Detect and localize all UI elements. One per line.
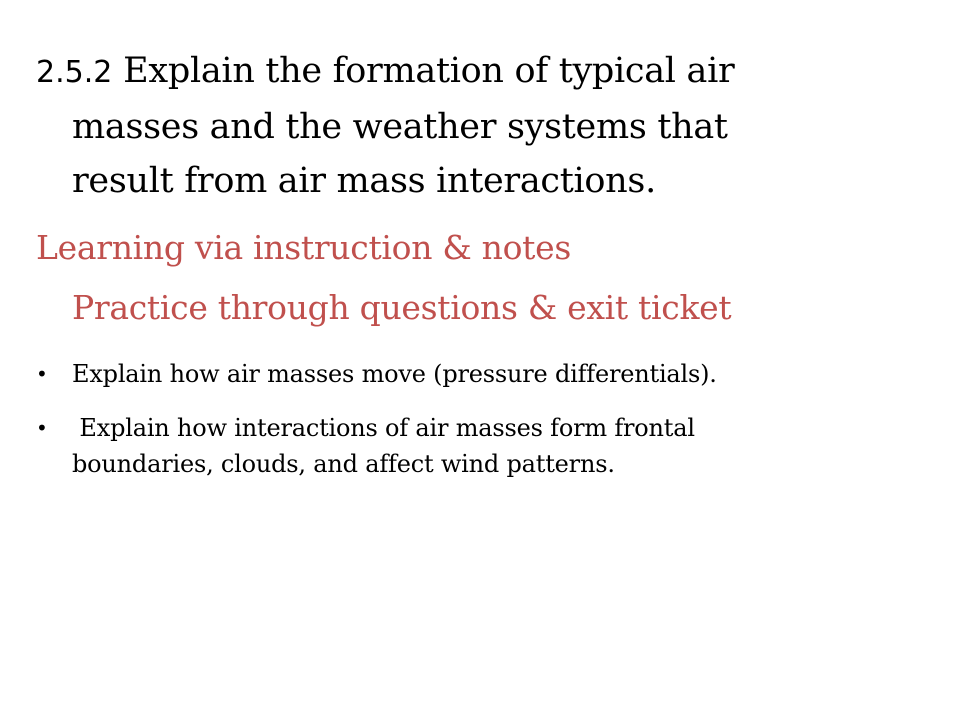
objective-text-line-1: Explain the formation of typical air [123, 51, 735, 91]
objective-text-line-2: masses and the weather systems that [72, 107, 728, 147]
learning-subheading: Learning via instruction & notes [36, 228, 571, 267]
bullet-marker: • [36, 416, 48, 440]
bullet-item [36, 356, 936, 392]
bullet-list [36, 356, 936, 500]
objective-line-1 [36, 44, 916, 100]
practice-subheading: Practice through questions & exit ticket [72, 288, 732, 327]
objective-text-line-3: result from air mass interactions. [72, 161, 656, 201]
objective-code: 2.5.2 [36, 55, 113, 90]
objective-statement [36, 44, 916, 208]
bullet-text-line: boundaries, clouds, and affect wind patterns. [72, 450, 615, 478]
bullet-item [36, 410, 936, 482]
bullet-marker: • [36, 362, 48, 386]
bullet-text-line: Explain how interactions of air masses form frontal [72, 414, 695, 442]
bullet-text [72, 356, 936, 392]
bullet-text-line: Explain how air masses move (pressure differentials). [72, 360, 717, 388]
bullet-text [72, 410, 936, 482]
